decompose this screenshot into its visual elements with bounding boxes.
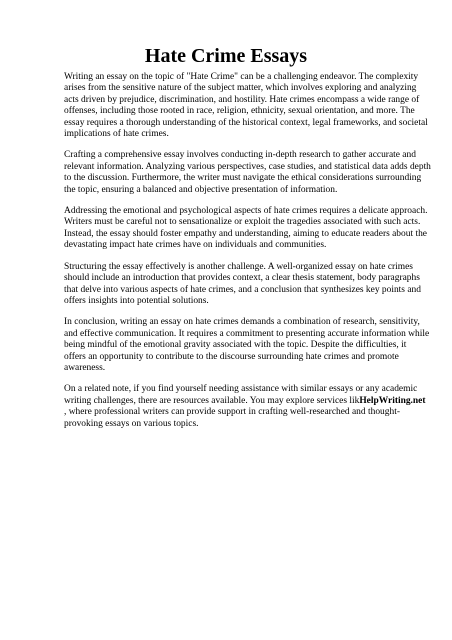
text-line: being mindful of the emotional gravity associated with the topic. Despite the difficulties, it — [64, 340, 407, 351]
text-line: In conclusion, writing an essay on hate crimes demands a combination of research, sensitivity, — [64, 317, 420, 328]
text-line: Addressing the emotional and psychological aspects of hate crimes requires a delicate approach. — [64, 206, 428, 217]
text-line: Writing an essay on the topic of "Hate Crime" can be a challenging endeavor. The complexity — [64, 72, 419, 82]
text-line: provoking essays on various topics. — [64, 418, 199, 429]
text-line: Instead, the essay should foster empathy and understanding, aiming to educate readers about the — [64, 228, 427, 239]
text-line: offers insights into potential solutions. — [64, 295, 209, 306]
text-line: and effective communication. It requires a commitment to presenting accurate information while — [64, 328, 430, 339]
text-line: the topic, ensuring a balanced and objective presentation of information. — [64, 184, 338, 195]
document-body — [64, 72, 431, 440]
text-line: awareness. — [64, 362, 106, 373]
text-line: acts driven by prejudice, discrimination, and hostility. Hate crimes encompass a wide range of — [64, 94, 420, 105]
helpwriting-link[interactable]: HelpWriting.net — [359, 395, 426, 406]
text-line: essay requires a thorough understanding of the historical context, legal frameworks, and societal — [64, 117, 428, 128]
text-line: devastating impact hate crimes have on individuals and communities. — [64, 240, 327, 251]
text-line: that delve into various aspects of hate crimes, and a conclusion that synthesizes key points and — [64, 284, 421, 295]
text-line: Crafting a comprehensive essay involves conducting in-depth research to gather accurate and — [64, 150, 416, 161]
text-line: Structuring the essay effectively is another challenge. A well-organized essay on hate crimes — [64, 261, 413, 272]
text-line — [64, 395, 426, 407]
document-title: Hate Crime Essays — [144, 45, 308, 67]
paragraph-emotional — [64, 206, 428, 252]
text-line: should include an introduction that provides context, a clear thesis statement, body paragraphs — [64, 273, 420, 284]
paragraph-structure — [64, 261, 421, 308]
paragraph-intro — [64, 72, 428, 140]
paragraph-related-note — [64, 384, 426, 430]
text-line: arises from the sensitive nature of the subject matter, which involves exploring and analyzing — [64, 83, 417, 94]
text-line: relevant information. Analyzing various perspectives, case studies, and statistical data adds depth — [64, 161, 431, 172]
paragraph-research — [64, 150, 431, 196]
text-line: , where professional writers can provide support in crafting well-researched and thought- — [64, 407, 400, 418]
text-line: implications of hate crimes. — [64, 129, 169, 140]
text-line: Writers must be careful not to sensationalize or exploit the tragedies associated with such acts. — [64, 217, 421, 228]
text-fragment: writing challenges, there are resources available. You may explore services lik — [64, 395, 360, 406]
text-line: to the discussion. Furthermore, the writer must navigate the ethical considerations surrounding — [64, 173, 422, 184]
text-line: On a related note, if you find yourself needing assistance with similar essays or any academic — [64, 384, 418, 395]
text-line: offenses, including those rooted in race, religion, ethnicity, sexual orientation, and more. The — [64, 106, 415, 117]
paragraph-conclusion — [64, 317, 430, 374]
text-line: offers an opportunity to contribute to the discourse surrounding hate crimes and promote — [64, 351, 399, 362]
